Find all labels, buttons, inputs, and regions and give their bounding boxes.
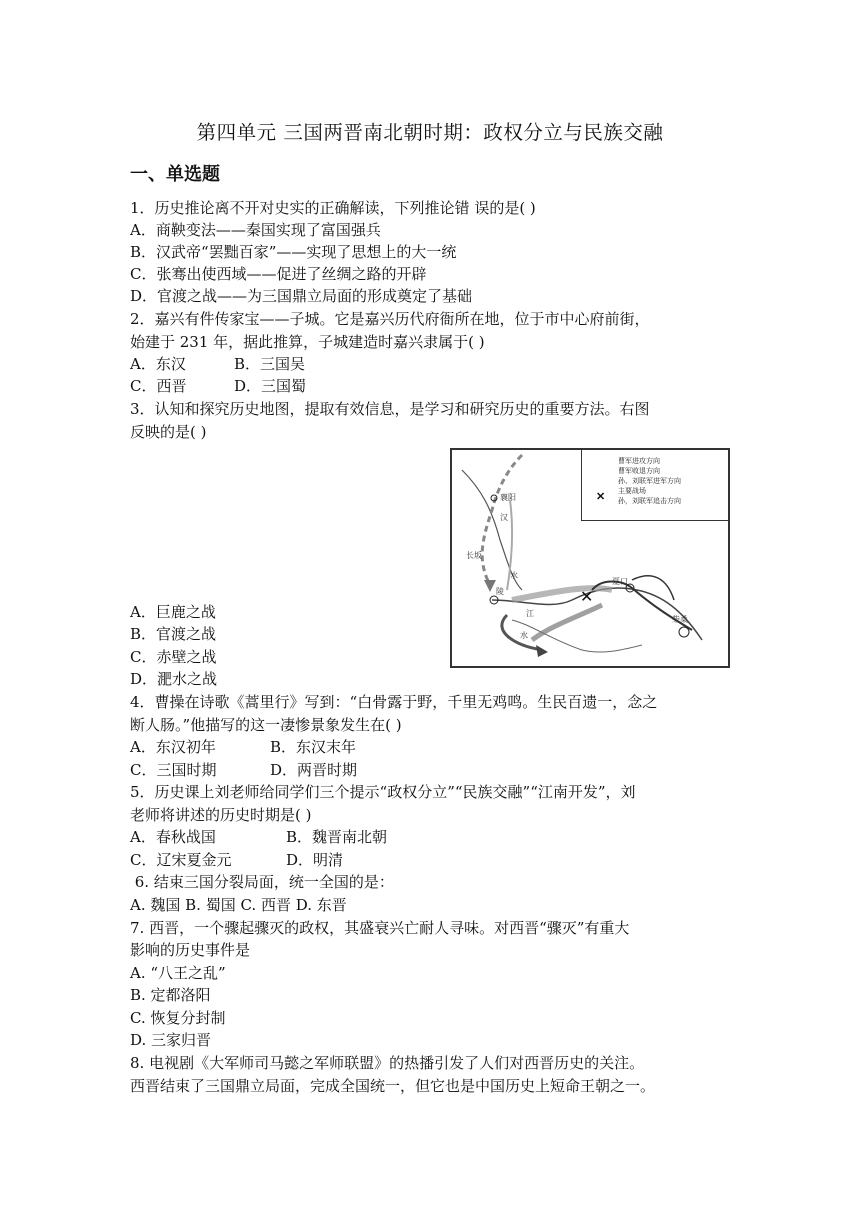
- q3-stem-line2: 反映的是( ): [130, 423, 207, 441]
- q3-option-a: A．巨鹿之战: [130, 603, 216, 621]
- battle-marker-icon: ✕: [596, 490, 606, 503]
- q4-option-c: C．三国时期: [130, 761, 217, 779]
- q5-stem-line2: 老师将讲述的历史时期是( ): [130, 806, 312, 824]
- q7-option-a: A. “八王之乱”: [130, 964, 226, 982]
- q4-stem-line2: 断人肠。”他描写的这一凄惨景象发生在( ): [130, 716, 402, 734]
- q7-option-d: D. 三家归晋: [130, 1031, 212, 1049]
- map-label-water1: 水: [510, 571, 518, 580]
- q2-option-a: A．东汉: [130, 355, 186, 373]
- q8-stem-line2: 西晋结束了三国鼎立局面，完成全国统一，但它也是中国历史上短命王朝之一。: [130, 1077, 656, 1095]
- section-heading: 一、单选题: [130, 164, 220, 185]
- q2-option-c: C．西晋: [130, 377, 187, 395]
- map-label-jiang: 江: [526, 609, 534, 618]
- q8-stem-line1: 8. 电视剧《大军师司马懿之军师联盟》的热播引发了人们对西晋历史的关注。: [130, 1054, 645, 1072]
- q5-stem-line1: 5．历史课上刘老师给同学们三个提示“政权分立”“民族交融”“江南开发”，刘: [130, 783, 636, 801]
- q2-option-d: D．三国蜀: [234, 377, 307, 395]
- q7-stem-line1: 7. 西晋，一个骤起骤灭的政权，其盛衰兴亡耐人寻味。对西晋“骤灭”有重大: [130, 919, 630, 937]
- q2-stem-line2: 始建于 231 年，据此推算，子城建造时嘉兴隶属于( ): [130, 333, 485, 351]
- q1-option-d: D．官渡之战——为三国鼎立局面的形成奠定了基础: [130, 287, 473, 305]
- map-label-chaisang: 柴桑: [672, 615, 688, 624]
- q5-option-a: A．春秋战国: [130, 828, 216, 846]
- battle-mark-icon: ✕: [580, 587, 594, 606]
- legend-allied-advance: 孙、刘联军进军方向: [618, 477, 681, 485]
- q6-stem: 6. 结束三国分裂局面，统一全国的是：: [130, 873, 394, 891]
- map-label-han: 汉: [500, 513, 508, 522]
- legend-cao-retreat: 曹军败退方向: [618, 467, 660, 475]
- q1-option-c: C．张骞出使西域——促进了丝绸之路的开辟: [130, 265, 427, 283]
- q2-stem-line1: 2．嘉兴有件传家宝——子城。它是嘉兴历代府衙所在地，位于市中心府前街，: [130, 310, 650, 328]
- q4-option-d: D．两晋时期: [270, 761, 358, 779]
- q5-option-d: D．明清: [286, 851, 344, 869]
- q3-option-b: B．官渡之战: [130, 625, 217, 643]
- q3-stem-line1: 3．认知和探究历史地图，提取有效信息，是学习和研究历史的重要方法。右图: [130, 400, 650, 418]
- map-legend: [581, 450, 728, 521]
- chibi-battle-map: [450, 448, 730, 668]
- q7-stem-line2: 影响的历史事件是: [130, 941, 251, 959]
- unit-title: 第四单元 三国两晋南北朝时期：政权分立与民族交融: [196, 121, 664, 144]
- q7-option-c: C. 恢复分封制: [130, 1009, 226, 1027]
- map-label-ling: 陵: [496, 587, 504, 596]
- q4-stem-line1: 4．曹操在诗歌《蒿里行》写到：“白骨露于野，千里无鸡鸣。生民百遗一，念之: [130, 693, 658, 711]
- map-label-xiakou: 夏口: [612, 577, 628, 586]
- legend-cao-advance: 曹军进攻方向: [618, 457, 660, 465]
- q1-option-b: B．汉武帝“罢黜百家”——实现了思想上的大一统: [130, 243, 457, 261]
- map-label-xiangyang: 襄阳: [500, 493, 516, 502]
- q6-options: A. 魏国 B. 蜀国 C. 西晋 D. 东晋: [130, 896, 347, 914]
- legend-allied-pursuit: 孙，刘联军追击方向: [618, 497, 681, 505]
- legend-main-battlefield: 主要战场: [618, 487, 646, 495]
- q4-option-a: A．东汉初年: [130, 738, 216, 756]
- q5-option-c: C．辽宋夏金元: [130, 851, 232, 869]
- q3-option-d: D．淝水之战: [130, 670, 218, 688]
- chaisang-city-icon: [679, 627, 689, 637]
- q3-option-c: C．赤壁之战: [130, 648, 217, 666]
- q2-option-b: B．三国吴: [234, 355, 306, 373]
- q5-option-b: B．魏晋南北朝: [286, 828, 388, 846]
- q1-option-a: A．商鞅变法——秦国实现了富国强兵: [130, 221, 381, 239]
- map-label-water2: 水: [520, 631, 528, 640]
- map-label-changban: 长坂: [466, 551, 482, 560]
- q4-option-b: B．东汉末年: [270, 738, 357, 756]
- q7-option-b: B. 定都洛阳: [130, 986, 211, 1004]
- q1-stem: 1．历史推论离不开对史实的正确解读，下列推论错 误的是( ): [130, 199, 536, 217]
